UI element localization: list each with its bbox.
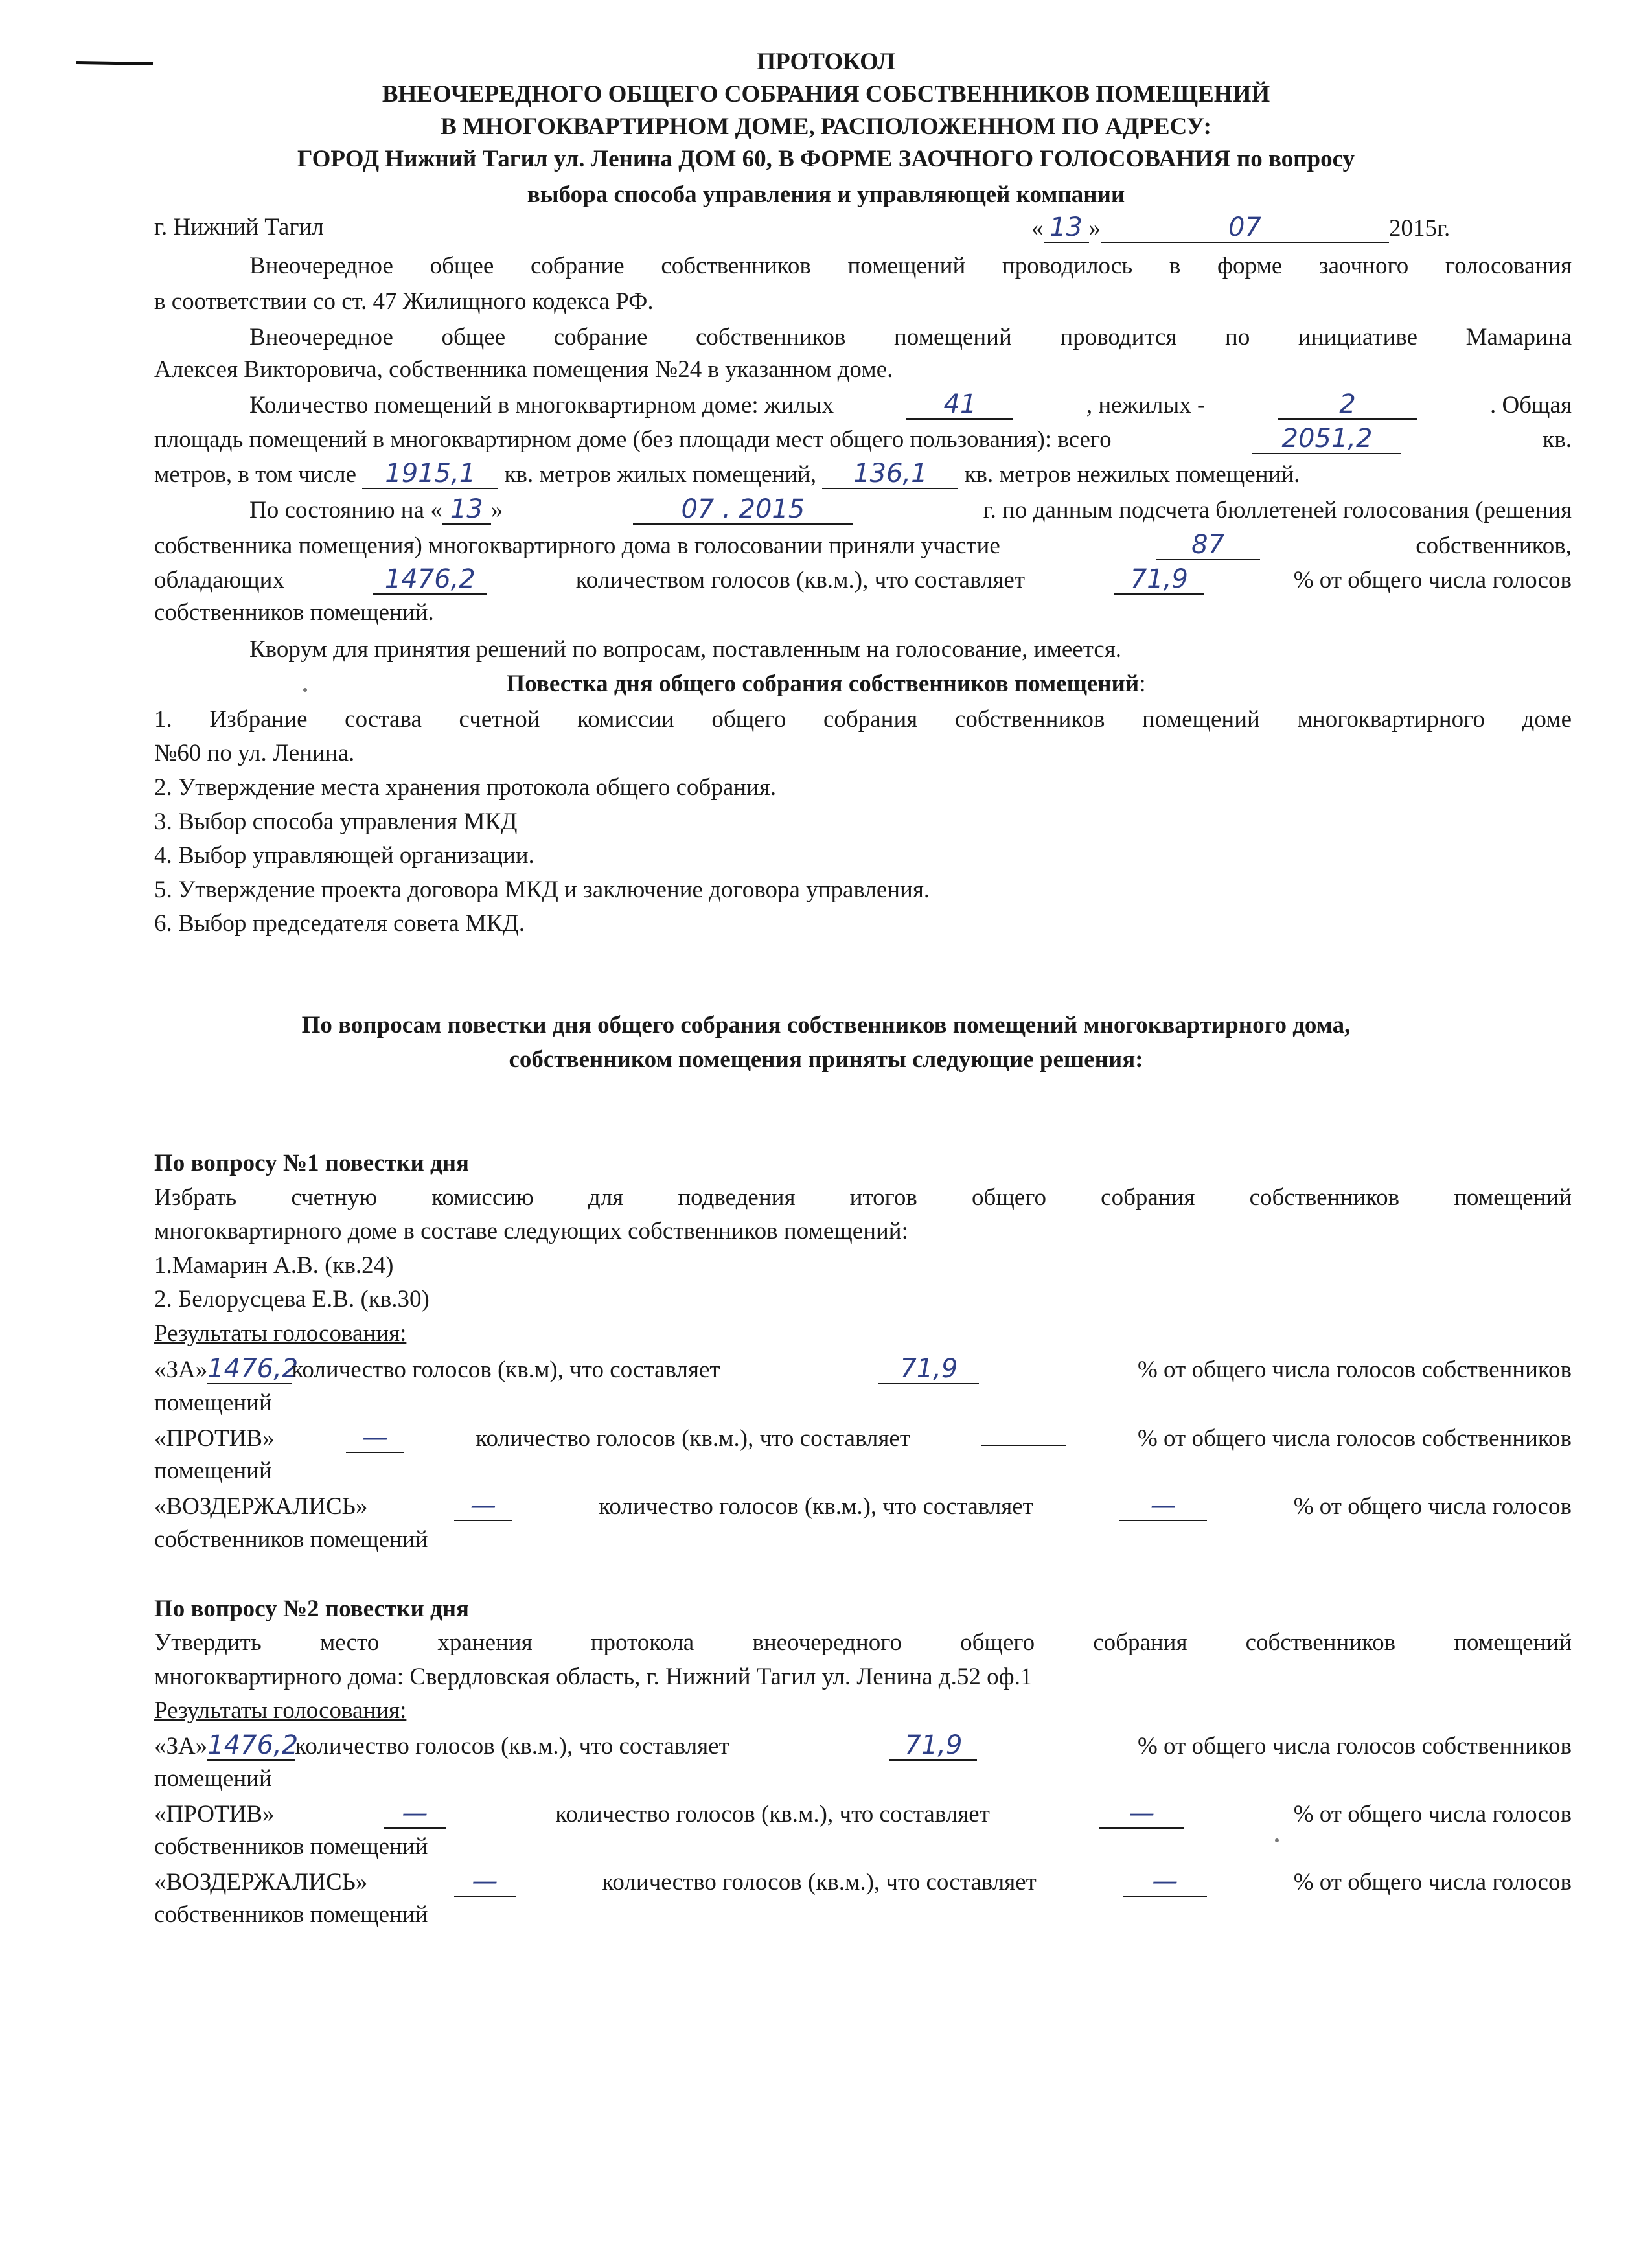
agenda-item-1: 1. Избрание состава счетной комиссии общего собрания собственников помещений многоквартирного доме [154,706,1572,733]
q1-abstain-percent: — [1150,1491,1176,1520]
q2-title: По вопросу №2 повестки дня [154,1596,470,1622]
doc-subtitle-4: выбора способа управления и управляющей компании [527,181,1125,208]
city: г. Нижний Тагил [154,214,324,240]
q2-for-line: «ЗА»1476,2количество голосов (кв.м.), что составляет 71,9 % от общего числа голосов собственников [154,1730,1572,1760]
agenda-item-2: 2. Утверждение места хранения протокола общего собрания. [154,774,777,801]
q1-for-votes: 1476,2 [207,1354,299,1384]
q2-text-cont: многоквартирного дома: Свердловская область, г. Нижний Тагил ул. Ленина д.52 оф.1 [154,1664,1033,1690]
agenda-item-4: 4. Выбор управляющей организации. [154,842,534,869]
q1-for-line: «ЗА»1476,2количество голосов (кв.м), что составляет 71,9 % от общего числа голосов собственников [154,1354,1572,1384]
q1-text: Избрать счетную комиссию для подведения итогов общего собрания собственников помещений [154,1184,1572,1211]
q1-member-1: 1.Мамарин А.В. (кв.24) [154,1252,394,1279]
agenda-title: Повестка дня общего собрания собственников помещений: [506,670,1146,697]
q1-text-cont: многоквартирного доме в составе следующих собственников помещений: [154,1218,908,1244]
q2-against-votes: — [402,1798,428,1828]
agenda-item-6: 6. Выбор председателя совета МКД. [154,910,525,937]
date-day: 13 [1050,212,1083,242]
doc-title: ПРОТОКОЛ [757,49,895,75]
intro-p1: Внеочередное общее собрание собственников помещений проводилось в форме заочного голосования [249,253,1572,279]
participants-count: 87 [1191,530,1224,560]
q2-for-votes: 1476,2 [207,1730,299,1760]
participants-line: собственника помещения) многоквартирного дома в голосовании приняли участие 87 собственников, [154,530,1572,560]
doc-subtitle-3: ГОРОД Нижний Тагил ул. Ленина ДОМ 60, В ФОРМЕ ЗАОЧНОГО ГОЛОСОВАНИЯ по вопросу [297,146,1355,172]
q1-for-percent: 71,9 [900,1354,958,1384]
q2-for-cont: помещений [154,1765,272,1792]
date-line: « 13 » 07 2015г. [1031,212,1451,242]
q2-against-line: «ПРОТИВ» — количество голосов (кв.м.), что составляет — % от общего числа голосов [154,1798,1572,1828]
votes-line: обладающих 1476,2 количеством голосов (кв.м.), что составляет 71,9 % от общего числа голосов [154,564,1572,594]
q2-results-label: Результаты голосования: [154,1697,407,1724]
decisions-heading: По вопросам повестки дня общего собрания собственников помещений многоквартирного дома, [301,1012,1351,1038]
area-line: площадь помещений в многоквартирном доме (без площади мест общего пользования): всего 2051,2 кв. [154,424,1572,453]
rooms-line: Количество помещений в многоквартирном доме: жилых 41 , нежилых - 2 . Общая [249,389,1572,419]
nonresidential-count: 2 [1339,389,1356,419]
q1-abstain-votes: — [470,1491,496,1520]
q1-abstain-cont: собственников помещений [154,1526,428,1553]
agenda-item-3: 3. Выбор способа управления МКД [154,808,518,835]
q2-against-percent: — [1129,1798,1155,1828]
date-year: 2015г. [1389,215,1451,242]
q2-abstain-cont: собственников помещений [154,1901,428,1928]
intro-p1-cont: в соответствии со ст. 47 Жилищного кодекса РФ. [154,288,654,315]
q2-against-cont: собственников помещений [154,1833,428,1860]
status-day: 13 [450,494,483,524]
q2-abstain-votes: — [472,1866,498,1896]
area-breakdown: метров, в том числе 1915,1 кв. метров жилых помещений, 136,1 кв. метров нежилых помещений. [154,459,1300,488]
q2-abstain-line: «ВОЗДЕРЖАЛИСЬ» — количество голосов (кв.м.), что составляет — % от общего числа голосов [154,1866,1572,1896]
q1-against-line: «ПРОТИВ» — количество голосов (кв.м.), что составляет % от общего числа голосов собственников [154,1423,1572,1452]
q1-title: По вопросу №1 повестки дня [154,1150,470,1176]
q2-text: Утвердить место хранения протокола внеочередного общего собрания собственников помещений [154,1629,1572,1656]
q1-against-cont: помещений [154,1458,272,1484]
nonresidential-area: 136,1 [853,459,928,488]
agenda-item-5: 5. Утверждение проекта договора МКД и заключение договора управления. [154,876,930,903]
q1-against-votes: — [361,1423,388,1452]
scan-speck [1275,1838,1279,1842]
residential-area: 1915,1 [385,459,476,488]
votes-percent: 71,9 [1130,564,1188,594]
agenda-item-1-cont: №60 по ул. Ленина. [154,740,355,766]
doc-subtitle-1: ВНЕОЧЕРЕДНОГО ОБЩЕГО СОБРАНИЯ СОБСТВЕННИКОВ ПОМЕЩЕНИЙ [382,81,1270,108]
votes-line-cont: собственников помещений. [154,599,434,626]
intro-p2-cont: Алексея Викторовича, собственника помещения №24 в указанном доме. [154,356,893,383]
q1-results-label: Результаты голосования: [154,1320,407,1347]
quorum-text: Кворум для принятия решений по вопросам, поставленным на голосование, имеется. [249,636,1122,663]
residential-count: 41 [943,389,977,419]
q1-for-cont: помещений [154,1390,272,1416]
doc-subtitle-2: В МНОГОКВАРТИРНОМ ДОМЕ, РАСПОЛОЖЕННОМ ПО АДРЕСУ: [441,113,1211,140]
q1-member-2: 2. Белорусцева Е.В. (кв.30) [154,1286,430,1312]
status-date: 07 . 2015 [681,494,805,524]
date-month: 07 [1228,212,1261,242]
votes-total: 1476,2 [384,564,476,594]
decisions-heading-cont: собственником помещения приняты следующие решения: [509,1046,1143,1073]
q2-abstain-percent: — [1152,1866,1178,1896]
q2-for-percent: 71,9 [904,1730,963,1760]
q1-abstain-line: «ВОЗДЕРЖАЛИСЬ» — количество голосов (кв.м.), что составляет — % от общего числа голосов [154,1491,1572,1520]
intro-p2: Внеочередное общее собрание собственников помещений проводится по инициативе Мамарина [249,324,1572,350]
total-area: 2051,2 [1281,424,1373,453]
status-line: По состоянию на « 13 » 07 . 2015 г. по данным подсчета бюллетеней голосования (решения [249,494,1572,524]
